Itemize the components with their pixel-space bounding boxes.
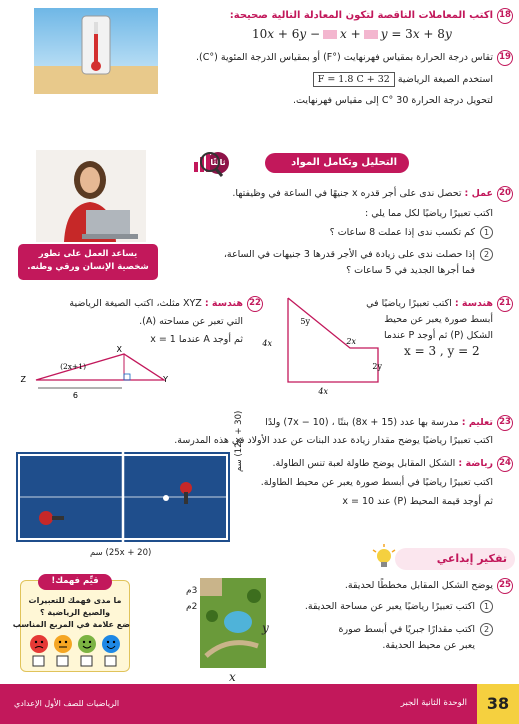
checkbox-2[interactable] [57,656,68,666]
q22-base-label: 6 [72,391,78,400]
missing-box-1[interactable] [323,30,337,39]
garden-3m-label: 3م [186,586,198,596]
face-sad-icon [30,635,48,653]
woman-laptop-image [36,150,146,242]
eq-right: = 3 [391,27,413,41]
eval-title: قيِّم فهمك! [51,576,99,586]
q22-label: هندسة : [204,298,243,309]
checkbox-1[interactable] [33,656,44,666]
caption-line1: يساعد العمل على تطور [38,249,138,259]
q21-dim-2y: 2y [372,362,382,371]
q24-l1: الشكل المقابل يوضح طاولة لعبة تنس الطاولة. [272,458,456,469]
garden-y-label: y [262,621,269,635]
thermometer-beach-image [34,8,158,94]
q23-label: تعليم : [461,417,493,428]
q21-dim-4x: 4x [262,339,272,348]
checkbox-4[interactable] [105,656,116,666]
garden-diagram [198,576,268,670]
q19-line2 [313,72,493,87]
q21-label: هندسة : [454,298,493,309]
section-3-badge: ثالثًا [207,152,229,174]
garden-x-label: x [229,670,236,684]
q22-height-label: (2x+1) [60,362,86,371]
question-24-number: 24 [497,456,513,472]
q19-line2-text: استخدم الصيغة الرياضية [397,74,493,85]
q23-line1 [265,416,493,429]
eval-line3: ضع علامة في المربع المناسب [12,620,130,629]
q25-text: يوضح الشكل المقابل مخططًا لحديقة. [344,580,493,591]
footer-book: الرياضيات للصف الأول الإعدادي [14,699,120,708]
q19-line3: لتحويل درجة الحرارة 30 °C إلى مقياس فهرنهايت. [293,95,493,106]
q22-label-X: X [116,345,122,354]
question-21-number: 21 [497,296,513,312]
eq-left-coef: 10 [252,27,268,41]
question-20-number: 20 [497,186,513,202]
creative-section-title: تفكير إبداعي [436,552,507,565]
eval-line1: ما مدى فهمك للتعبيرات [28,596,122,605]
section-3-title: التحليل وتكامل المواد [265,153,409,173]
q22-line3: ثم أوجد A عندما x = 1 [150,334,243,345]
q25-sub2a: اكتب مقدارًا جبريًا في أبسط صورة [338,624,475,635]
q22-label-Z: Z [20,375,26,384]
page-number: 38 [477,684,519,724]
q20-label: عمل : [464,188,493,199]
q21-dim-4x-bottom: 4x [318,387,328,396]
q20-line1 [232,187,493,200]
q20-sub1-number: 1 [480,226,493,239]
q24-label: رياضة : [458,458,493,469]
question-22-number: 22 [247,296,263,312]
q21-dim-2x: 2x [346,337,356,346]
eval-line2: والصيغ الرياضية ؟ [39,608,111,617]
q20-text: تحصل ندى على أجر قدره x جنيهًا في الساعة في وظيفتها. [232,188,462,199]
face-happy-icon [78,635,96,653]
chart-magnifier-icon [190,148,224,178]
checkbox-3[interactable] [81,656,92,666]
q21-shape-diagram [262,290,400,400]
q21-values: x = 3 , y = 2 [404,344,480,358]
caption-line2: شخصية الإنسان ورقي وطنه. [27,262,149,272]
q20-sub2a: إذا حصلت ندى على زيادة في الأجر قدرها 3 جنيهات في الساعة، [223,249,475,260]
q24-line2: اكتب تعبيرًا رياضيًا في أبسط صورة يعبر عن محيط الطاولة. [260,477,493,488]
garden-2m-label: 2م [186,602,198,612]
q20-sub2b: فما أجرها الجديد في 5 ساعات ؟ [346,265,475,276]
q22-l1: XYZ مثلث، اكتب الصيغة الرياضية [69,298,202,309]
q22-line1 [69,297,243,310]
missing-box-2[interactable] [364,30,378,39]
face-neutral-icon [54,635,72,653]
question-23-number: 23 [497,415,513,431]
q18-equation: 10x + 6y − x + y = 3x + 8y [252,27,452,41]
q20-sub2-number: 2 [480,248,493,261]
q24-line1 [273,457,493,470]
q22-line2: التي تعبر عن مساحته (A). [139,316,243,327]
q25-sub1: اكتب تعبيرًا رياضيًا يعبر عن مساحة الحديقة. [304,601,475,612]
ping-pong-table-image [16,452,230,542]
q21-dim-5y: 5y [300,317,310,326]
q24-height-label: (12x + 30) سم [234,410,244,472]
q25-sub2b: يعبر عن محيط الحديقة. [382,640,475,651]
q22-label-Y: Y [163,375,168,384]
q21-line3: الشكل (P) ثم أوجد P عندما [383,330,493,341]
q24-line3: ثم أوجد قيمة المحيط (P) عند x = 10 [342,496,493,507]
face-very-happy-icon [102,635,120,653]
lightbulb-icon [371,544,397,572]
q25-sub2-number: 2 [480,623,493,636]
q20-sub1: كم تكسب ندى إذا عملت 8 ساعات ؟ [329,227,475,238]
question-19-number: 19 [497,50,513,66]
q25-sub1-number: 1 [480,600,493,613]
q22-triangle-diagram [20,345,184,408]
q21-l1: اكتب تعبيرًا رياضيًا في [366,298,452,309]
question-18-number: 18 [497,8,513,24]
q18-text: اكتب المعاملات الناقصة لتكون المعادلة التالية صحيحة: [229,10,493,21]
q24-width-label: (25x + 20) سم [90,548,152,558]
footer-unit: الوحدة الثانية الجبر [400,698,467,708]
q19-formula: F = 1.8 C + 32 [313,72,395,87]
eval-faces [28,634,122,668]
q23-line2: اكتب تعبيرًا رياضيًا يوضح مقدار زيادة عدد البنات عن عدد الأولاد في هذه المدرسة. [174,435,493,446]
q19-line1: تقاس درجة الحرارة بمقياس فهرنهايت (°F) أو بمقياس الدرجة المئوية (°C). [196,52,493,63]
question-25-number: 25 [497,578,513,594]
q23-l1: مدرسة بها عدد (15 + 8x) بنتًا ، (10 − 7x) ولدًا [265,417,459,428]
q20-line2: اكتب تعبيرًا رياضيًا لكل مما يلي : [365,208,493,219]
q21-line2: أبسط صورة يعبر عن محيط [384,314,493,325]
